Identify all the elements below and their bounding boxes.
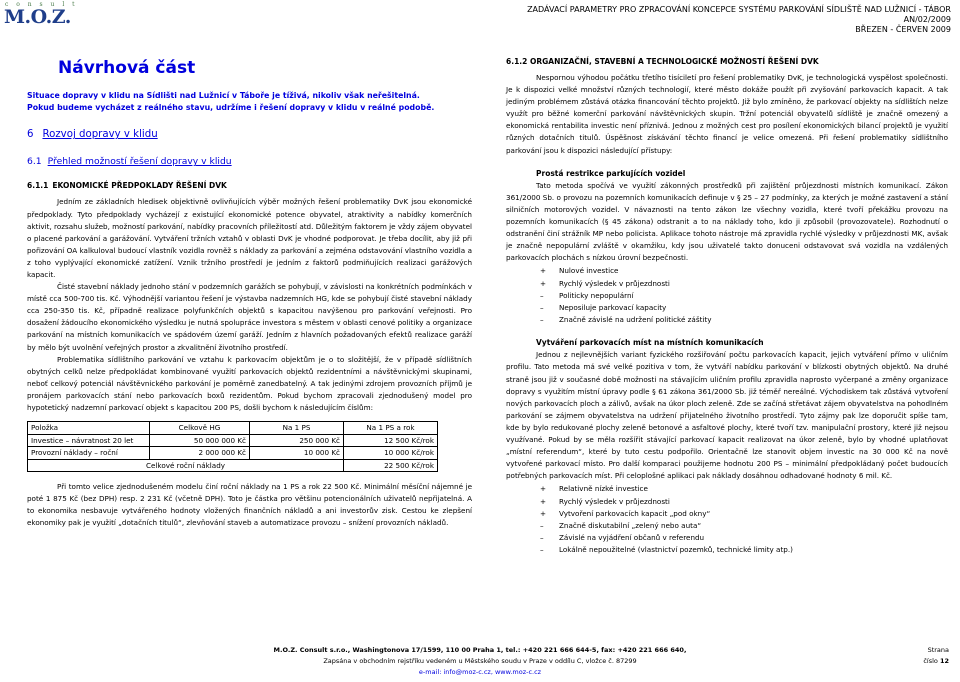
table-cell: Provozní náklady – roční [28, 447, 150, 460]
chapter-number: 6 [27, 129, 34, 141]
list-marker: + [540, 278, 547, 288]
paragraph-technology: Nespornou výhodou počátku třetího tisíciletí pro řešení problematiky DvK, je technologická vyspělost společnosti. Je k dispozici velké množství různých technologií, které město dokáže použít při zvyšování parkovacích kapacit. A tak jediným problémem zůstává otázka financování těchto projektů. Již bylo zmíněno, že parkovací objekty na sídlištích nelze využít pro běžné komerční parkování návštěvnických skupin. Tržní potenciál obyvatelů sídliště je značně omezený a ekonomická rentabilita investic není příznivá. Jednou z možných cest pro posílení ekonomických bilancí projektů je využití různých dotačních titulů. Úspěšnost získávání těchto financí je velice omezená. Při řešení problematiky sídlištního parkování jsou k dispozici následující přístupy: [506, 73, 948, 155]
restriction-pros-cons-list [540, 265, 948, 326]
list-item-text: Lokálně nepoužitelné (vlastnictví pozemků, technické limity atp.) [559, 545, 793, 555]
list-item-text: Nulové investice [559, 266, 619, 276]
table-cell: 10 000 Kč [250, 447, 344, 460]
running-header [527, 5, 951, 35]
section-number: 6.1 [27, 156, 42, 168]
table-cell: 250 000 Kč [250, 434, 344, 447]
table-cell: Investice – návratnost 20 let [28, 434, 150, 447]
list-item-text: Závislé na vyjádření občanů v referendu [559, 533, 705, 543]
logo-tagline: c o n s u l t [5, 1, 78, 8]
company-logo: M.O.Z. [4, 6, 71, 28]
subsection-title: EKONOMICKÉ PŘEDPOKLADY ŘEŠENÍ DVK [52, 181, 227, 191]
table-cell: 12 500 Kč/rok [344, 434, 438, 447]
footer-page-label: Strana [927, 646, 949, 654]
footer-registry: Zapsána v obchodním rejstříku vedeném u Městského soudu v Praze v oddílu C, vložce č. 87299 [323, 657, 637, 665]
list-item-text: Vytvoření parkovacích kapacit „pod okny“ [559, 508, 711, 518]
list-marker: – [540, 533, 544, 543]
list-item-text: Rychlý výsledek v průjezdnosti [559, 496, 670, 506]
chapter-heading [27, 128, 472, 142]
table-total-label: Celkové roční náklady [28, 459, 344, 472]
list-item-text: Neposiluje parkovací kapacity [559, 302, 667, 312]
list-marker: – [540, 290, 544, 300]
right-section-heading: 6.1.2 ORGANIZAČNÍ, STAVEBNÍ A TECHNOLOGICKÉ MOŽNOSTÍ ŘEŠENÍ DVK [506, 57, 819, 66]
list-item [540, 314, 948, 326]
list-item [540, 508, 948, 520]
cost-table [27, 421, 438, 472]
table-header-cell: Na 1 PS [250, 422, 344, 435]
paragraph-parking-problem: Problematika sídlištního parkování ve vztahu k parkovacím objektům je o to složitější, že v případě sídlištních obytných celků nelze předpokládat kombinované využití parkovacích objektů rezidentními a návštěvnickými skupinami, neboť celkový potenciál návštěvnického parkování je poměrně zanedbatelný. A tak jedinými zdrojem provozních příjmů je pronájem parkovacích stání nebo parkovacích boxů rezidentům. Pokud bychom zpracovali zjednodušený model pro hypotetický nadzemní parkovací objekt s kapacitou 200 PS, došli bychom k následujícím číslům: [27, 354, 472, 412]
section-heading [27, 155, 472, 168]
table-total-row [28, 459, 438, 472]
street-parking-pros-cons-list [540, 483, 948, 556]
table-total-value: 22 500 Kč/rok [344, 459, 438, 472]
list-item [540, 483, 948, 495]
table-row [28, 447, 438, 460]
right-column [506, 56, 948, 557]
table-header-cell: Na 1 PS a rok [344, 422, 438, 435]
list-marker: – [540, 520, 544, 530]
list-item [540, 496, 948, 508]
subheading-restriction: Prostá restrikce parkujících vozidel [536, 168, 686, 178]
list-marker: – [540, 315, 544, 325]
chapter-title: Rozvoj dopravy v klidu [42, 129, 158, 141]
paragraph-restriction: Tato metoda spočívá ve využití zákonných prostředků při zajištění průjezdnosti místních komunikací. Zákon 361/2000 Sb. o provozu na pozemních komunikacích definuje v § 25 – 27 podmínky, za kterých je možné zastavení a stání silničních motorových vozidel. V návaznosti na tento zákon lze všechny vozidla, které tvoří překážku provozu na pozemních komunikacích (§ 45 zákona) odstranit a to na náklady toho, kdo ji způsobil (provozovatele). Rozhodnutí o odstranění činí strážník MP nebo policista. Aplikace tohoto nástroje má zpravidla rychlé výsledky v průjezdnosti MK, avšak je značně nepopulární zvláště v okamžiku, kdy jsou uživatelé takto donuceni odstavovat svá vozidla na vzdálených parkovacích plochách s nízkou úrovní bezpečnosti. [506, 180, 948, 263]
list-item-text: Rychlý výsledek v průjezdnosti [559, 278, 670, 288]
list-item-text: Značně závislé na udržení politické záštity [559, 315, 712, 325]
list-item [540, 544, 948, 556]
document-title: ZADÁVACÍ PARAMETRY PRO ZPRACOVÁNÍ KONCEPCE SYSTÉMU PARKOVÁNÍ SÍDLIŠTĚ NAD LUŽNICÍ - TÁBOR [527, 5, 951, 14]
list-item-text: Značně diskutabilní „zelený nebo auta“ [559, 520, 702, 530]
intro-line-1: Situace dopravy v klidu na Sídlišti nad Lužnicí v Táboře je tíživá, nikoliv však neřešitelná. [27, 91, 420, 100]
list-marker: + [540, 508, 547, 518]
list-marker: + [540, 484, 547, 494]
paragraph-construction-costs: Čisté stavební náklady jednoho stání v podzemních garážích se pohybují, v závislosti na konkrétních podmínkách v místě cca 500-700 tis. Kč. Výhodnější variantou řešení je výstavba nadzemních HG, kde se pohybují čisté stavební náklady cca 250-350 tis. Kč, případně realizace polyfunkčních objektů s kapacitou navýšenou pro parkování veřejnosti. Pro dosažení žádoucího ekonomického výsledku je nutná spolupráce investora s městem v oblasti cenové politiky a organizace parkování na místních komunikacích ve spádovém území garáží. Jedním z hlavních požadovaných efektů realizace garáží by mělo být uvolnění veřejných prostor a zkvalitnění životního prostředí. [27, 282, 472, 352]
list-item [540, 532, 948, 544]
paragraph-economic-conditions: Jedním ze základních hledisek objektivně ovlivňujících výběr možných řešení problematiky DvK jsou ekonomické předpoklady. Tyto předpoklady vycházejí z existující ekonomické potence obyvatel, atraktivity a nabídky komerčních aktivit, rozsahu služeb, možností parkování, nabídky pracovních příležitostí atd. Důležitým faktorem je vždy zájem obyvatel o placené parkování a garážování. Vytváření tržních vztahů v oblasti DvK je vhodné podporovat. Je třeba docílit, aby již při pořizování OA kalkuloval budoucí vlastník vozidla rovněž s náklady za parkování a zejména odstavování vlastního vozidla a z toho vyplývající ekonomické zatížení. Vznik tržního prostředí je jedním z faktorů podmiňujících realizaci garážových kapacit. [27, 197, 472, 279]
paragraph-model-result: Při tomto velice zjednodušeném modelu činí roční náklady na 1 PS a rok 22 500 Kč. Minimální měsíční nájemné je poté 1 875 Kč (bez DPH) resp. 2 231 Kč (včetně DPH). Toto je částka pro většinu potencionálních uživatelů nepřijatelná. A to ekonomika nesbavuje vytvářeného hodnoty vložených finančních nákladů a ani investorův zisk. Cestou ke zlepšení ekonomiky pak je využití „dotačních titulů“, zlevňování staveb a automatizace provozu – snížení provozních nákladů. [27, 482, 472, 528]
table-header-row [28, 422, 438, 435]
subheading-street-parking: Vytváření parkovacích míst na místních komunikacích [536, 338, 764, 348]
list-item [540, 278, 948, 290]
document-period: BŘEZEN - ČERVEN 2009 [855, 25, 951, 34]
footer-contact-link[interactable]: e-mail: info@moz-c.cz, www.moz-c.cz [418, 668, 542, 676]
document-code: AN/02/2009 [903, 15, 951, 24]
list-item-text: Politicky nepopulární [559, 290, 634, 300]
footer-company-address: M.O.Z. Consult s.r.o., Washingtonova 17/1599, 110 00 Praha 1, tel.: +420 221 666 644-5, fax: +420 221 666 640, [273, 646, 687, 654]
subsection-heading [27, 180, 472, 192]
list-item [540, 302, 948, 314]
list-marker: + [540, 266, 547, 276]
left-column [27, 56, 472, 529]
footer-page-number: číslo 12 [923, 657, 949, 665]
table-header-cell: Celkově HG [150, 422, 250, 435]
list-marker: + [540, 496, 547, 506]
table-row [28, 434, 438, 447]
table-cell: 2 000 000 Kč [150, 447, 250, 460]
subsection-number: 6.1.1 [27, 181, 49, 191]
section-title: Přehled možností řešení dopravy v klidu [47, 156, 232, 168]
list-item-text: Relativně nízké investice [559, 484, 648, 494]
list-item [540, 520, 948, 532]
table-cell: 10 000 Kč/rok [344, 447, 438, 460]
list-item [540, 265, 948, 277]
table-header-cell: Položka [28, 422, 150, 435]
page-title: Návrhová část [58, 58, 196, 78]
paragraph-street-parking: Jednou z nejlevnějších variant fyzického rozšiřování počtu parkovacích kapacit, jejich vytváření přímo v uličním profilu. Tato metoda má své velké pozitiva v tom, že vytváří nabídku parkování v blízkosti obytných objektů. Na druhé straně jsou již v současné době možnosti na stávajícím uličním profilu zpravidla naprosto vyčerpané a změny organizace dopravy s využitím místní úpravy podle § 61 zákona 361/2000 Sb. již téměř nereálné. Východiskem tak zůstává vytvoření nových parkovacích ploch a zálivů, avšak na úkor ploch zeleně. Zde se začíná střetávat zájem obyvatelstva na pohodlném parkování se zájmem obyvatelstva na udržení přijatelného životního prostředí. Tyto zájmy pak lze doporučit spíše tam, kde by bylo redukované plochy zeleně betonové a asfaltové plochy, které tvoří tzv. manipulační prostory, které již nejsou využívané. Pokud by se měla rozšířit stávající parkovací kapacit realizovat na úkor zeleně, bylo by vhodné uplatňovat „místní referendum“, které by tuto cestu podpořilo. Orientačně lze stanovit objem investic na 30 000 Kč na nově vytvořené parkovací místo. Pro další komparaci použijeme hodnotu 200 PS – minimální předpokládaný počet budoucích potřebných parkovacích míst. Při celoplošné aplikaci pak náklady dosáhnou odhadované hodnoty 6 mil. Kč. [506, 350, 948, 481]
table-cell: 50 000 000 Kč [150, 434, 250, 447]
list-item [540, 290, 948, 302]
intro-line-2: Pokud budeme vycházet z reálného stavu, udržíme i řešení dopravy v klidu v reálné podobě. [27, 103, 435, 113]
list-marker: – [540, 302, 544, 312]
intro-text [27, 90, 472, 114]
list-marker: – [540, 545, 544, 555]
